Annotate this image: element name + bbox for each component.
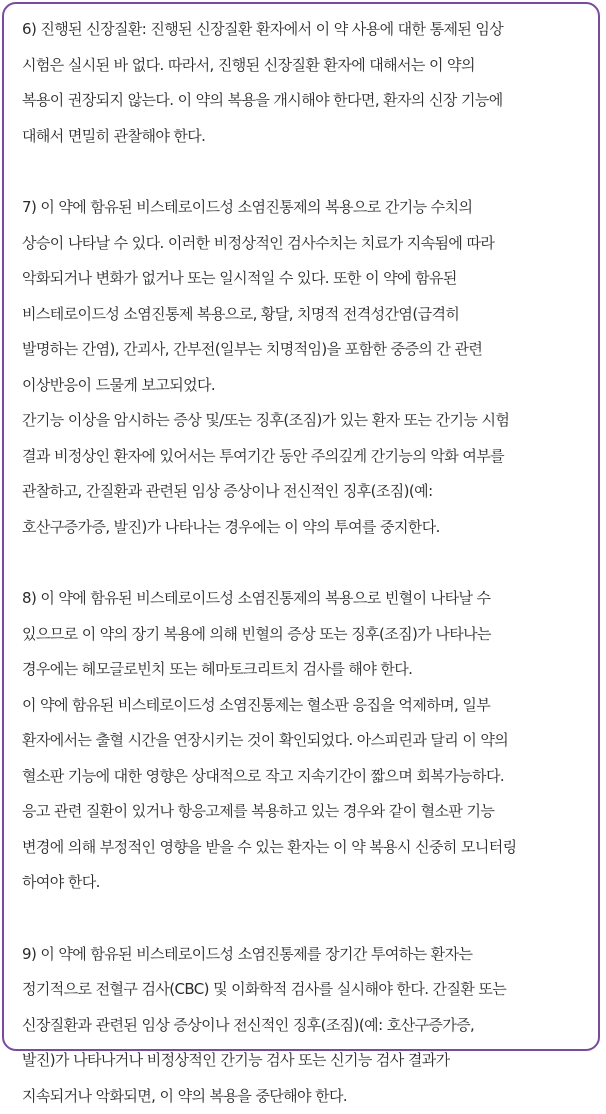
text-line: 환자에서는 출혈 시간을 연장시키는 것이 확인되었다. 아스피린과 달리 이 약의 <box>22 723 584 759</box>
text-line: 혈소판 기능에 대한 영향은 상대적으로 작고 지속기간이 짧으며 회복가능하다. <box>22 759 584 795</box>
section-6-advanced-kidney-disease <box>22 12 584 154</box>
text-line: 6) 진행된 신장질환: 진행된 신장질환 환자에서 이 약 사용에 대한 통제된 임상 <box>22 12 584 48</box>
section-7-liver-function <box>22 190 584 545</box>
text-line: 비스테로이드성 소염진통제 복용으로, 황달, 치명적 전격성간염(급격히 <box>22 297 584 333</box>
document-card <box>2 2 600 1051</box>
text-line: 신장질환과 관련된 임상 증상이나 전신적인 징후(조짐)(예: 호산구증가증, <box>22 1008 584 1044</box>
text-line: 상승이 나타날 수 있다. 이러한 비정상적인 검사수치는 치료가 지속됨에 따라 <box>22 226 584 262</box>
text-line: 응고 관련 질환이 있거나 항응고제를 복용하고 있는 경우와 같이 혈소판 기능 <box>22 794 584 830</box>
text-line: 지속되거나 악화되면, 이 약의 복용을 중단해야 한다. <box>22 1079 584 1114</box>
section-9-long-term-monitoring <box>22 937 584 1114</box>
text-line: 하여야 한다. <box>22 865 584 901</box>
text-line: 변경에 의해 부정적인 영향을 받을 수 있는 환자는 이 약 복용시 신중히 모니터링 <box>22 830 584 866</box>
text-line: 있으므로 이 약의 장기 복용에 의해 빈혈의 증상 또는 징후(조짐)가 나타나는 <box>22 617 584 653</box>
text-line: 간기능 이상을 암시하는 증상 및/또는 징후(조짐)가 있는 환자 또는 간기능 시험 <box>22 403 584 439</box>
text-line: 호산구증가증, 발진)가 나타나는 경우에는 이 약의 투여를 중지한다. <box>22 510 584 546</box>
text-line: 발명하는 간염), 간괴사, 간부전(일부는 치명적임)을 포함한 중증의 간 관련 <box>22 332 584 368</box>
text-line: 악화되거나 변화가 없거나 또는 일시적일 수 있다. 또한 이 약에 함유된 <box>22 261 584 297</box>
text-line: 정기적으로 전혈구 검사(CBC) 및 이화학적 검사를 실시해야 한다. 간질환 또는 <box>22 972 584 1008</box>
text-line: 이상반응이 드물게 보고되었다. <box>22 368 584 404</box>
text-line: 발진)가 나타나거나 비정상적인 간기능 검사 또는 신기능 검사 결과가 <box>22 1043 584 1079</box>
text-line: 경우에는 헤모글로빈치 또는 헤마토크리트치 검사를 해야 한다. <box>22 652 584 688</box>
text-line: 관찰하고, 간질환과 관련된 임상 증상이나 전신적인 징후(조짐)(예: <box>22 474 584 510</box>
text-line: 이 약에 함유된 비스테로이드성 소염진통제는 혈소판 응집을 억제하며, 일부 <box>22 688 584 724</box>
text-line: 7) 이 약에 함유된 비스테로이드성 소염진통제의 복용으로 간기능 수치의 <box>22 190 584 226</box>
text-line: 복용이 권장되지 않는다. 이 약의 복용을 개시해야 한다면, 환자의 신장 기능에 <box>22 83 584 119</box>
text-line: 결과 비정상인 환자에 있어서는 투여기간 동안 주의깊게 간기능의 악화 여부를 <box>22 439 584 475</box>
text-line: 대해서 면밀히 관찰해야 한다. <box>22 119 584 155</box>
section-8-anemia-platelets <box>22 581 584 901</box>
text-line: 시험은 실시된 바 없다. 따라서, 진행된 신장질환 환자에 대해서는 이 약의 <box>22 48 584 84</box>
text-line: 9) 이 약에 함유된 비스테로이드성 소염진통제를 장기간 투여하는 환자는 <box>22 937 584 973</box>
text-line: 8) 이 약에 함유된 비스테로이드성 소염진통제의 복용으로 빈혈이 나타날 수 <box>22 581 584 617</box>
